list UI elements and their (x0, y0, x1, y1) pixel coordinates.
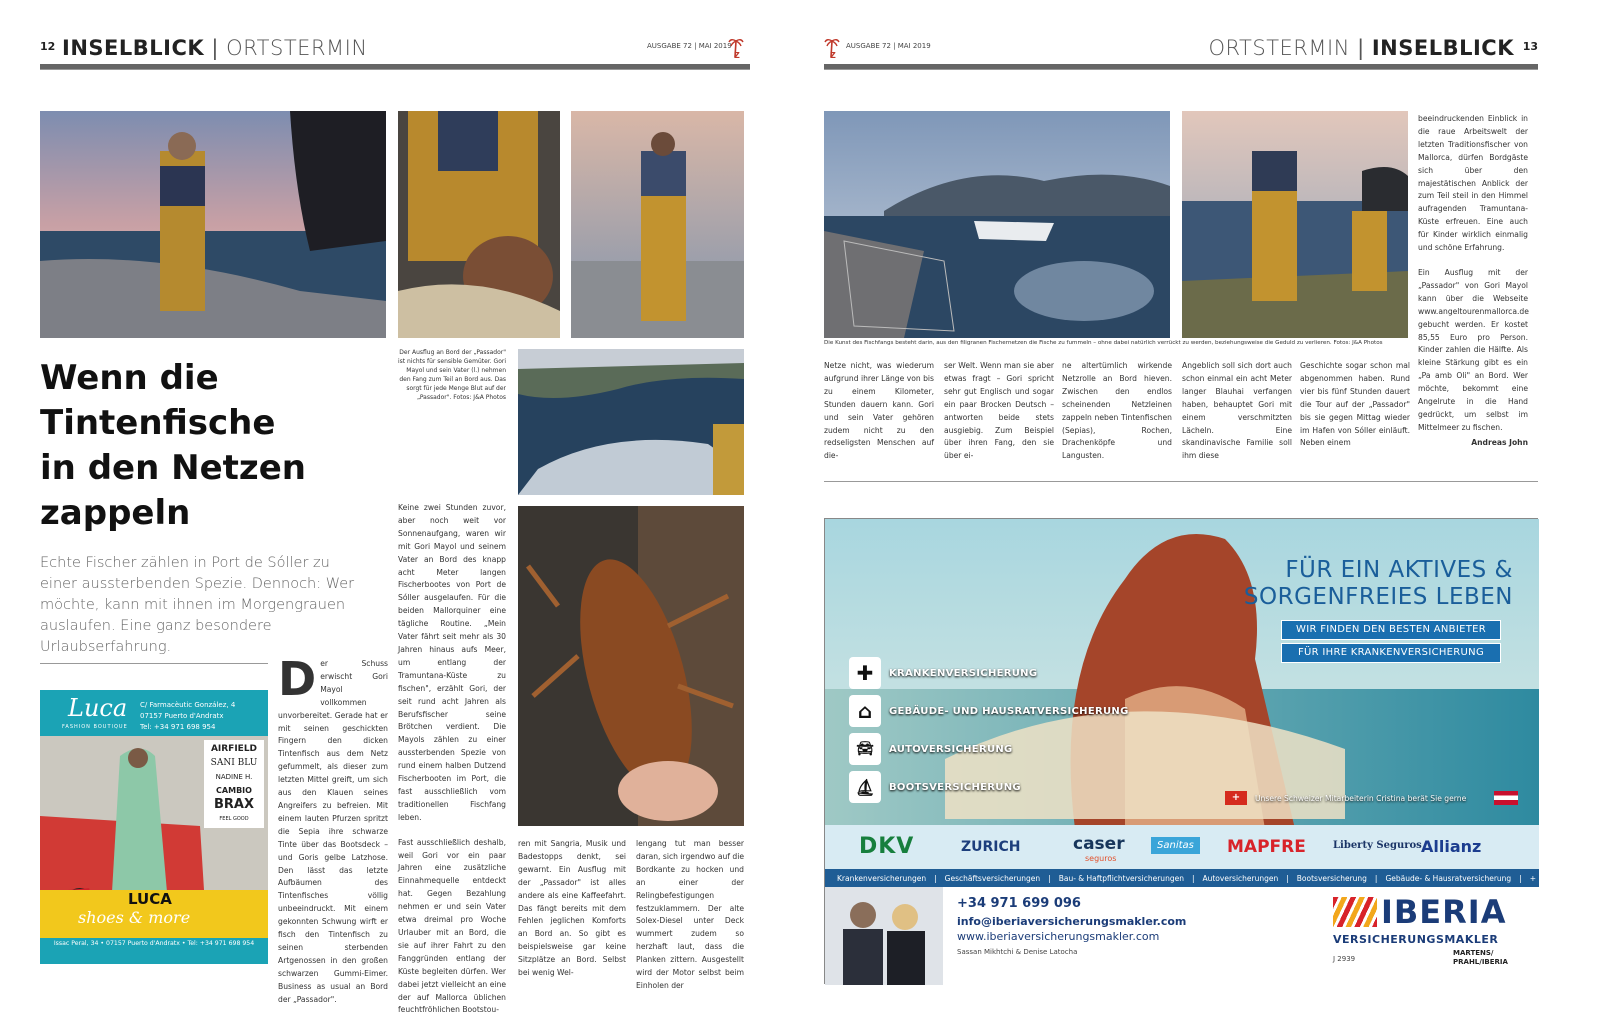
health-insurance-button[interactable]: FÜR IHRE KRANKENVERSICHERUNG (1281, 643, 1501, 663)
photo-lobster (518, 506, 744, 826)
photo-fisherman-standing (40, 111, 386, 338)
iberia-insurance-ad[interactable] (824, 518, 1556, 984)
article-column-2: ser Welt. Wenn man sie aber etwas fragt – Gori spricht sehr gut Englisch und sogar ein paar Brocken Deutsch – antworten beide stets ausgiebig. Zum Beispiel über ihren Fang, den sie über ei- (944, 361, 1054, 461)
photo-hands-net (398, 111, 560, 338)
luca-brands (204, 740, 264, 828)
category-item: Geschäftsversicherungen (944, 873, 1041, 883)
headline-line: SORGENFREIES LEBEN (1243, 584, 1513, 610)
partner-logos (825, 825, 1539, 869)
service-home (849, 695, 1129, 727)
iberia-subline: VERSICHERUNGSMAKLER (1333, 933, 1499, 946)
photo-fishermen-on-deck (1182, 111, 1408, 338)
article-column-4: Angeblich soll sich dort auch schon einmal ein acht Meter langer Blauhai verfangen haben, behauptet Gori mit einem verschmitzten Lächeln. Eine skandinavische Familie soll ihm diese (1182, 361, 1292, 461)
column-paragraph: Fast ausschließlich deshalb, weil Gori vor ein paar Jahren eine zusätzliche Einnahmequelle entdeckt hat. Gegen Bezahlung nehmen er und sein Vater etwa dreimal pro Woche Urlauber mit an Bord, die sie auf ihrer Fahrt zu den Fanggründen entlang der Küste begleiten dürfen. Wer dabei jetzt vielleicht an eine der auf Mallorca üblichen feuchtfröhlichen Bootstou- (398, 837, 506, 1015)
headline-line: FÜR EIN AKTIVES & (1285, 557, 1513, 583)
sailboat-icon: ⛵︎ (849, 771, 881, 803)
service-label: KRANKENVERSICHERUNG (889, 667, 1038, 679)
logo-allianz: Allianz (1421, 837, 1482, 856)
headline-line: zappeln (40, 493, 191, 533)
page-number: 13 (1522, 40, 1538, 53)
header-rule (40, 64, 750, 70)
iberia-stripes-icon (1333, 897, 1377, 927)
luca-logo-sub: FASHION BOUTIQUE (62, 724, 128, 730)
category-item: Bootsversicherung (1296, 873, 1367, 883)
ad-code: J 2939 (1333, 955, 1356, 963)
logo-sanitas: Sanitas (1151, 837, 1200, 854)
cross-icon: ✚ (849, 657, 881, 689)
logo-caser: caser (1073, 834, 1125, 854)
issue-label: AUSGABE 72 | MAI 2019 (846, 42, 931, 50)
luca-logo: Luca (68, 694, 128, 722)
palm-logo-icon (824, 37, 840, 59)
banner-tagline: shoes & more (78, 908, 191, 927)
column-paragraph: beeindruckenden Einblick in die raue Arbeitswelt der letzten Traditionsfischer von Mallorca, dürfen Bordgäste sich über den majestätischen Anblick der zum Teil steil in den Himmel aufragenden Tramuntana-Küste erfreuen. Eine auch für Kinder wirklich einmalig und schöne Erfahrung. (1418, 114, 1528, 253)
article-column-5: Geschichte sogar schon mal abgenommen haben. Rund vier bis fünf Stunden dauert die Tour auf der „Passador" bis sie gegen Mittag wieder im Hafen von Sóller einläuft. Neben einem (1300, 361, 1410, 448)
contact-phone[interactable]: +34 971 699 096 (957, 896, 1081, 911)
article-column-3: ren mit Sangria, Musik und Badestopps denkt, sei gewarnt. Ein Ausflug mit der „Passador" ist alles andere als eine Kaffeefahrt. Das fängt bereits mit dem Fehlen jeglichen Komforts an Bord an. So gibt es beispielsweise gar keine Sitzplätze an Bord. Selbst bei wenig Wel- (518, 839, 626, 978)
category-item: Krankenversicherungen (837, 873, 927, 883)
section-title (62, 36, 368, 60)
swiss-note-row (1225, 791, 1518, 805)
photo-caption: Die Kunst des Fischfangs besteht darin, aus den filigranen Fischernetzen die Fische zu fummeln – ohne dabei natürlich verrückt zu werden, beziehungsweise die Geduld zu verlieren. Fotos: J&A Photos (824, 340, 1383, 346)
lead-divider (40, 663, 268, 664)
service-boat (849, 771, 1021, 803)
category-item: Bau- & Haftpflichtversicherungen (1058, 873, 1184, 883)
service-label: GEBÄUDE- UND HAUSRATVERSICHERUNG (889, 705, 1129, 717)
photo-boat-wake (518, 349, 744, 495)
banner-name: LUCA (128, 890, 172, 908)
svg-text:Z: Z (734, 51, 740, 60)
side-column (1418, 113, 1528, 453)
iberia-wordmark: IBERIA (1381, 893, 1507, 931)
column-paragraph: Keine zwei Stunden zuvor, aber noch weit vor Sonnenaufgang, waren wir mit Gori Mayol und seinem Vater an Bord des knapp acht Meter langen Fischerbootes von Port de Sóller ausgelaufen. Für die beiden Mallorquiner eine tägliche Routine. „Mein Vater fährt seit mehr als 30 Jahren hinaus aufs Meer, um entlang der Tramuntana-Küste zu fischen", erzählt Gori, der seit rund acht Jahren als Berufsfischer seine Brötchen verdient. Die Mayols zählen zu einer aussterbenden Spezie von rund einem halben Dutzend Fischerbooten im Port, die fast ausschließlich vom traditionellen Fischfang leben. (398, 503, 506, 822)
subsection-name: ORTSTERMIN (1208, 36, 1350, 60)
logo-seguros: seguros (1085, 854, 1117, 863)
subsection-name: ORTSTERMIN (226, 36, 368, 60)
logo-dkv: DKV (859, 834, 915, 859)
category-item: Autoversicherungen (1202, 873, 1279, 883)
best-provider-button[interactable]: WIR FINDEN DEN BESTEN ANBIETER (1281, 620, 1501, 640)
brand-item: NADINE H. (215, 773, 253, 781)
section-title (1208, 36, 1514, 60)
contact-web[interactable]: www.iberiaversicherungsmakler.com (957, 930, 1160, 943)
category-item: + UVM (1529, 873, 1556, 883)
article-end-rule (824, 481, 1538, 482)
address-line: 07157 Puerto d'Andratx (140, 712, 224, 720)
swiss-flag-icon: + (1225, 791, 1247, 805)
brand-item: BRAX (213, 797, 254, 812)
contact-people: Sassan Mikhtchi & Denise Latocha (957, 948, 1078, 956)
category-bar: Krankenversicherungen | Geschäftsversicherungen | Bau- & Haftpflichtversicherungen | Autoversicherungen | Bootsversicherung | Gebäude- & Hausratversicherung | + UVM (825, 869, 1539, 887)
article-column-1 (278, 652, 388, 1004)
team-photo (825, 887, 943, 985)
car-icon: 🚘︎ (849, 733, 881, 765)
article-column-4: lengang tut man besser daran, sich irgendwo auf die Bordkante zu hocken und an einer der Relingbefestigungen festzuklammern. Der alte Solex-Diesel unter Deck wummert zudem so herzhaft laut, dass die Planken zittern. Ausgestellt wird der Motor selbst beim Einholen der (636, 839, 745, 990)
article-lead: Echte Fischer zählen in Port de Sóller zu einer aussterbenden Spezie. Dennoch: Wer möchte, kann mit ihnen im Morgengrauen auslaufen. Eine ganz besondere Urlaubserfahrung. (40, 555, 355, 655)
brand-item: CAMBIO (216, 786, 252, 795)
page-number: 12 (40, 40, 56, 53)
article-headline (40, 356, 370, 536)
section-name: INSELBLICK (1371, 36, 1514, 60)
headline-line: Tintenfische (40, 403, 276, 443)
svg-text:Z: Z (830, 51, 836, 60)
article-column-1: Netze nicht, was wiederum aufgrund ihrer Länge von bis zu einem Kilometer, Stunden dauern kann. Gori und sein Vater gehören zudem nicht zu den redseligsten Menschen auf die- (824, 361, 934, 461)
service-car (849, 733, 1013, 765)
logo-liberty: Liberty Seguros (1333, 840, 1422, 851)
logo-zurich: ZURICH (961, 839, 1021, 855)
ad-headline (1244, 557, 1513, 611)
service-label: BOOTSVERSICHERUNG (889, 781, 1021, 793)
swiss-note: Unsere Schweizer Mitarbeiterin Cristina berät Sie gerne (1255, 793, 1467, 803)
luca-banner (40, 890, 268, 938)
right-page (790, 0, 1600, 1024)
contact-email[interactable]: info@iberiaversicherungsmakler.com (957, 915, 1187, 928)
luca-ad[interactable] (40, 690, 268, 964)
author-signature: Andreas John (1471, 437, 1528, 447)
headline-line: Wenn die (40, 358, 219, 398)
drop-cap: D (278, 652, 317, 706)
article-column-3: ne altertümlich wirkende Netzrolle an Bord hieven. Zwischen den endlos scheinenden Netzleinen zappeln neben Tintenfischen (Sepias), Rochen, Drachenköpfe und Langusten. (1062, 361, 1172, 461)
contact-strip (825, 887, 1539, 985)
paragraph-text: Ein Ausflug mit der „Passador" von Gori Mayol kann über die Webseite www.angeltourenmallorca.de gebucht werden. Er kostet 85,55 Euro pro Person. Kinder zahlen die Hälfte. Als kleine Stärkung gibt es ein „Pa amb Oli" an Bord. Wer möchte, bekommt eine Angelrute in die Hand gedrückt, um selbst im Mittelmeer zu fischen. (1418, 267, 1529, 432)
service-health (849, 657, 1037, 689)
left-page (0, 0, 790, 1024)
iberia-small-2: PRAHL/IBERIA (1453, 958, 1508, 966)
palm-logo-icon (728, 37, 744, 59)
section-name: INSELBLICK (62, 36, 205, 60)
service-label: AUTOVERSICHERUNG (889, 743, 1013, 755)
header-rule (824, 64, 1538, 70)
headline-line: in den Netzen (40, 448, 306, 488)
luca-footer: Issac Peral, 34 • 07157 Puerto d'Andratx • Tel: +34 971 698 954 (40, 938, 268, 950)
article-column-2 (398, 502, 506, 1015)
iberia-small-1: MARTENS/ (1453, 949, 1494, 957)
brand-item: AIRFIELD (210, 744, 258, 754)
brand-item: SANI BLU (210, 758, 258, 768)
column-paragraph (1418, 267, 1528, 450)
photo-caption: Der Ausflug an Bord der „Passador" ist nichts für sensible Gemüter. Gori Mayol und sein Vater (l.) nehmen den Fang zum Teil an Bord aus. Das sorgt für jede Menge Blut auf der „Passador". Fotos: J&A Photos (398, 349, 507, 401)
address-line: Tel: +34 971 698 954 (140, 723, 216, 731)
luca-address (140, 700, 235, 733)
house-icon: ⌂ (849, 695, 881, 727)
photo-fisherman-with-net (571, 111, 744, 338)
address-line: C/ Farmacèutic González, 4 (140, 701, 236, 709)
category-item: Gebäude- & Hausratversicherung (1385, 873, 1512, 883)
brand-item: FEEL GOOD (219, 816, 249, 822)
austria-flag-icon (1494, 791, 1518, 805)
issue-label: AUSGABE 72 | MAI 2019 (647, 42, 732, 50)
section-separator: | (1357, 36, 1365, 60)
section-separator: | (211, 36, 219, 60)
photo-boat-at-sea (824, 111, 1170, 338)
logo-mapfre: MAPFRE (1227, 837, 1306, 857)
column-text: er Schuss erwischt Gori Mayol vollkommen unvorbereitet. Gerade hat er mit seinen geschickten Fingern den dicken Tintenfisch aus dem Netz gefummelt, als dieser zum letzten Mittel greift, um sich aus den Klauen seines Angreifers zu befreien. Mit einem lauten Pfurzen spritzt die Sepia ihre schwarze Tinte über das Bootsdeck – und Goris gelbe Latzhose. Den lässt das letzte Aufbäumen des Tintenfisches völlig unbeeindruckt. Mit einem gekonnten Schwung wirft er fisch den Tintenfisch zu seinen sterbenden Artgenossen in den großen schwarzen Gummi-Eimer. Business as usual an Bord der „Passador". (278, 659, 388, 1004)
